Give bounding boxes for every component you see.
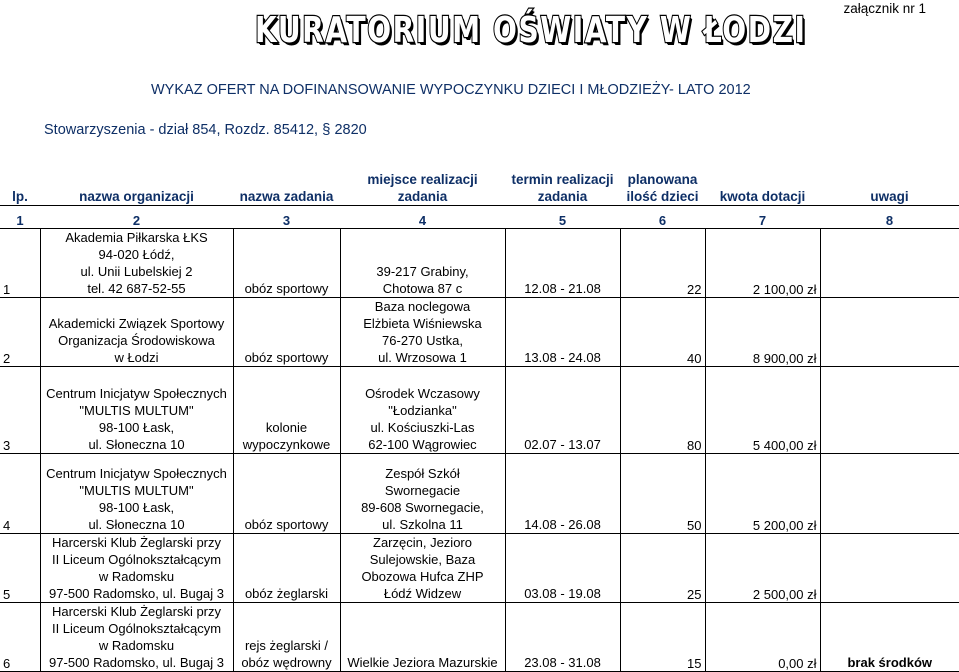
cell-term: 03.08 - 19.08 [505, 534, 620, 603]
cell-amount: 2 500,00 zł [705, 534, 820, 603]
cell-children: 25 [620, 534, 705, 603]
cell-children: 40 [620, 298, 705, 367]
cell-task [233, 367, 340, 454]
org-line: Akademicki Związek Sportowy [48, 316, 225, 331]
cell-notes [820, 454, 959, 534]
cell-organization [40, 298, 233, 367]
org-line: ul. Słoneczna 10 [88, 437, 185, 452]
col-number: 4 [340, 206, 505, 229]
cell-place [340, 229, 505, 298]
task-line: kolonie [265, 420, 308, 435]
place-line: 39-217 Grabiny, [376, 264, 469, 279]
cell-lp: 6 [0, 603, 40, 672]
cell-organization [40, 454, 233, 534]
cell-lp: 5 [0, 534, 40, 603]
cell-term: 13.08 - 24.08 [505, 298, 620, 367]
cell-lp: 3 [0, 367, 40, 454]
task-line: obóz sportowy [244, 281, 329, 296]
header-row [0, 159, 959, 206]
org-line: 98-100 Łask, [98, 420, 175, 435]
cell-place [340, 454, 505, 534]
task-line: rejs żeglarski / [244, 638, 329, 653]
cell-organization [40, 534, 233, 603]
col-header-amount: kwota dotacji [719, 189, 806, 204]
cell-term: 12.08 - 21.08 [505, 229, 620, 298]
org-line: Centrum Inicjatyw Społecznych [46, 386, 227, 401]
org-line: w Radomsku [98, 638, 175, 653]
cell-children: 50 [620, 454, 705, 534]
subtitle-prefix: Stowarzyszenia - dział 854, Rozdz. 85412, [44, 122, 319, 138]
cell-task [233, 454, 340, 534]
cell-children: 15 [620, 603, 705, 672]
cell-lp: 2 [0, 298, 40, 367]
cell-children: 22 [620, 229, 705, 298]
cell-children: 80 [620, 367, 705, 454]
place-line: 62-100 Wągrowiec [368, 437, 477, 452]
org-line: Harcerski Klub Żeglarski przy [51, 535, 222, 550]
cell-term: 23.08 - 31.08 [505, 603, 620, 672]
col-header-place: miejsce realizacji zadania [367, 172, 478, 204]
table-row [0, 298, 959, 367]
cell-amount: 2 100,00 zł [705, 229, 820, 298]
place-line: ul. Wrzosowa 1 [378, 350, 467, 365]
cell-task [233, 603, 340, 672]
cell-place [340, 603, 505, 672]
task-line: obóz wędrowny [241, 655, 332, 670]
place-line: Sulejowskie, Baza [369, 552, 476, 567]
cell-term: 02.07 - 13.07 [505, 367, 620, 454]
place-line: 76-270 Ustka, [382, 333, 463, 348]
task-line: wypoczynkowe [242, 437, 331, 452]
org-line: ul. Unii Lubelskiej 2 [80, 264, 193, 279]
cell-notes [820, 534, 959, 603]
cell-lp: 4 [0, 454, 40, 534]
subtitle-suffix: 2820 [334, 122, 367, 138]
col-header-children: planowana ilość dzieci [626, 172, 699, 204]
table-row [0, 367, 959, 454]
table-row [0, 603, 959, 672]
task-line: obóz sportowy [244, 517, 329, 532]
col-number: 6 [620, 206, 705, 229]
org-line: w Łodzi [114, 350, 159, 365]
cell-notes: brak środków [820, 603, 959, 672]
cell-amount: 0,00 zł [705, 603, 820, 672]
cell-place [340, 298, 505, 367]
org-line: Organizacja Środowiskowa [58, 333, 215, 348]
col-header-term: termin realizacji zadania [511, 172, 614, 204]
attachment-label: załącznik nr 1 [843, 1, 926, 16]
org-line: "MULTIS MULTUM" [79, 403, 194, 418]
cell-amount: 8 900,00 zł [705, 298, 820, 367]
cell-task [233, 534, 340, 603]
column-number-row [0, 206, 959, 229]
task-line: obóz sportowy [244, 350, 329, 365]
org-line: 98-100 Łask, [98, 500, 175, 515]
cell-task [233, 298, 340, 367]
table-row [0, 534, 959, 603]
org-line: ul. Słoneczna 10 [88, 517, 185, 532]
place-line: Elżbieta Wiśniewska [363, 316, 482, 331]
col-number: 8 [820, 206, 959, 229]
org-line: tel. 42 687-52-55 [87, 281, 186, 296]
org-line: w Radomsku [98, 569, 175, 584]
org-line: II Liceum Ogólnokształcącym [51, 552, 222, 567]
document-title: WYKAZ OFERT NA DOFINANSOWANIE WYPOCZYNKU DZIECI I MŁODZIEŻY- LATO 2012 [151, 82, 751, 98]
org-line: Centrum Inicjatyw Społecznych [46, 466, 227, 481]
section-sign: § [322, 121, 331, 138]
place-line: ul. Szkolna 11 [382, 517, 463, 532]
place-line: Łódź Widzew [383, 586, 462, 601]
cell-amount: 5 400,00 zł [705, 367, 820, 454]
table-row [0, 229, 959, 298]
cell-notes [820, 367, 959, 454]
cell-task [233, 229, 340, 298]
col-number: 3 [233, 206, 340, 229]
col-header-lp: lp. [12, 189, 28, 204]
cell-notes [820, 298, 959, 367]
org-line: Harcerski Klub Żeglarski przy [51, 604, 222, 619]
cell-organization [40, 367, 233, 454]
cell-term: 14.08 - 26.08 [505, 454, 620, 534]
col-number: 7 [705, 206, 820, 229]
org-line: 97-500 Radomsko, ul. Bugaj 3 [49, 586, 224, 601]
place-line: Zarzęcin, Jezioro [373, 535, 472, 550]
task-line: obóz żeglarski [244, 586, 329, 601]
place-line: ul. Kościuszki-Las [370, 420, 475, 435]
col-header-organization: nazwa organizacji [79, 189, 194, 204]
cell-lp: 1 [0, 229, 40, 298]
place-line: Obozowa Hufca ZHP [361, 569, 484, 584]
cell-notes [820, 229, 959, 298]
org-line: Akademia Piłkarska ŁKS [65, 230, 208, 245]
org-line: "MULTIS MULTUM" [79, 483, 194, 498]
place-line: Ośrodek Wczasowy [365, 386, 480, 401]
offers-table [0, 159, 959, 672]
cell-organization [40, 229, 233, 298]
col-number: 5 [505, 206, 620, 229]
cell-place [340, 367, 505, 454]
kuratorium-logo: KURATORIUM OŚWIATY W ŁODZI [255, 10, 807, 51]
place-line: Chotowa 87 c [382, 281, 463, 296]
table-row [0, 454, 959, 534]
place-line: Wielkie Jeziora Mazurskie [347, 655, 498, 670]
col-number: 2 [40, 206, 233, 229]
col-header-notes: uwagi [870, 189, 909, 204]
place-line: Zespół Szkół [385, 466, 460, 481]
org-line: II Liceum Ogólnokształcącym [51, 621, 222, 636]
cell-amount: 5 200,00 zł [705, 454, 820, 534]
cell-place [340, 534, 505, 603]
place-line: "Łodzianka" [388, 403, 457, 418]
col-number: 1 [0, 206, 40, 229]
place-line: Baza noclegowa [374, 299, 471, 314]
document-subtitle [44, 121, 367, 138]
place-line: Swornegacie [384, 483, 461, 498]
org-line: 97-500 Radomsko, ul. Bugaj 3 [49, 655, 224, 670]
place-line: 89-608 Swornegacie, [361, 500, 484, 515]
cell-organization [40, 603, 233, 672]
org-line: 94-020 Łódź, [98, 247, 175, 262]
col-header-task: nazwa zadania [239, 189, 334, 204]
